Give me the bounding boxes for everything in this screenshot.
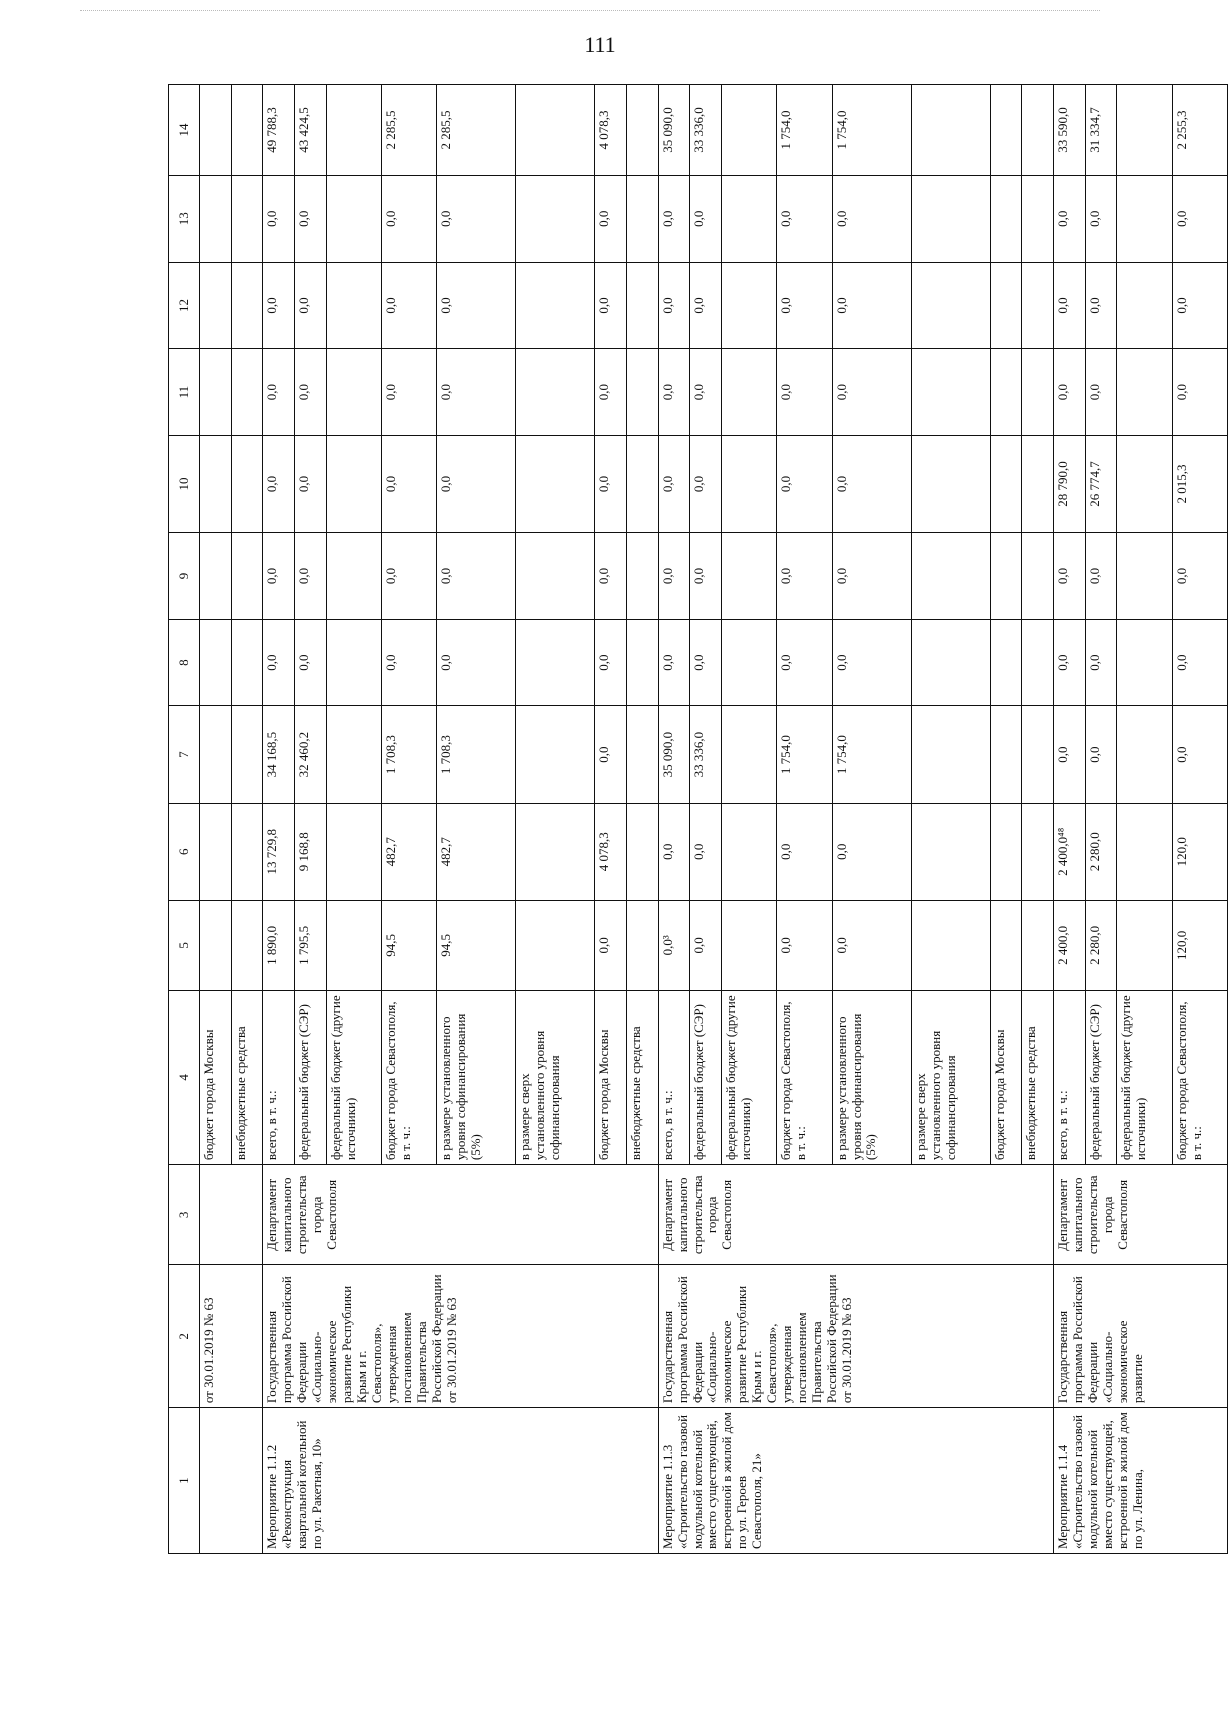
funding-source-cell: всего, в т. ч.: — [1053, 990, 1085, 1164]
value-cell: 0,0 — [1172, 349, 1227, 436]
value-cell: 0,0 — [595, 175, 627, 262]
value-cell — [200, 435, 232, 532]
value-cell: 0,0 — [832, 803, 911, 900]
value-cell: 0,0 — [381, 349, 436, 436]
value-cell — [721, 85, 776, 176]
value-cell: 0,0 — [1172, 175, 1227, 262]
executor-cell: Департамент капитального строительства города Севастополя — [263, 1165, 658, 1265]
value-cell — [231, 619, 263, 706]
column-number-12: 12 — [169, 262, 200, 349]
column-number-row — [169, 85, 200, 1554]
value-cell — [990, 619, 1022, 706]
value-cell — [200, 619, 232, 706]
value-cell — [326, 349, 381, 436]
value-cell: 0,0 — [832, 175, 911, 262]
column-number-6: 6 — [169, 803, 200, 900]
value-cell: 0,0 — [1085, 262, 1117, 349]
program-cell: от 30.01.2019 № 63 — [200, 1265, 263, 1408]
value-cell — [516, 706, 595, 803]
funding-source-cell: внебюджетные средства — [231, 990, 263, 1164]
value-cell: 0,0 — [1085, 175, 1117, 262]
value-cell: 94,5 — [437, 900, 516, 990]
value-cell: 1 754,0 — [777, 706, 832, 803]
value-cell — [231, 175, 263, 262]
value-cell — [516, 175, 595, 262]
value-cell: 0,0 — [777, 619, 832, 706]
value-cell: 1 754,0 — [832, 706, 911, 803]
value-cell: 0,0 — [658, 533, 690, 620]
value-cell: 0,0 — [777, 349, 832, 436]
value-cell: 0,0 — [658, 175, 690, 262]
value-cell: 1 795,5 — [294, 900, 326, 990]
funding-source-cell: всего, в т. ч.: — [658, 990, 690, 1164]
measure-name-cell: Мероприятие 1.1.4 «Строительство газовой модульной котельной вместо существующей, встроенной в жилой дом по ул. Ленина, — [1053, 1408, 1227, 1554]
value-cell — [626, 435, 658, 532]
value-cell: 0,0³ — [658, 900, 690, 990]
value-cell: 0,0 — [777, 435, 832, 532]
value-cell — [200, 533, 232, 620]
value-cell: 2 285,5 — [437, 85, 516, 176]
column-number-2: 2 — [169, 1265, 200, 1408]
value-cell: 33 336,0 — [690, 85, 722, 176]
value-cell — [1022, 533, 1054, 620]
value-cell — [200, 803, 232, 900]
value-cell: 0,0 — [1172, 706, 1227, 803]
value-cell: 0,0 — [437, 262, 516, 349]
value-cell: 26 774,7 — [1085, 435, 1117, 532]
value-cell: 0,0 — [1172, 533, 1227, 620]
value-cell — [200, 706, 232, 803]
value-cell: 0,0 — [595, 533, 627, 620]
value-cell — [721, 349, 776, 436]
value-cell: 2 280,0 — [1085, 900, 1117, 990]
funding-source-cell: федеральный бюджет (другие источники) — [326, 990, 381, 1164]
funding-source-cell: в размере сверх установленного уровня софинансирования — [911, 990, 990, 1164]
value-cell — [626, 262, 658, 349]
value-cell: 49 788,3 — [263, 85, 295, 176]
value-cell: 0,0 — [294, 533, 326, 620]
value-cell: 0,0 — [658, 349, 690, 436]
value-cell — [626, 349, 658, 436]
value-cell — [1117, 706, 1172, 803]
value-cell: 0,0 — [595, 619, 627, 706]
value-cell: 0,0 — [690, 619, 722, 706]
value-cell: 0,0 — [263, 619, 295, 706]
table-row — [200, 85, 232, 1554]
table-row — [658, 85, 690, 1554]
funding-source-cell: федеральный бюджет (СЭР) — [1085, 990, 1117, 1164]
value-cell: 482,7 — [437, 803, 516, 900]
value-cell: 0,0 — [381, 262, 436, 349]
value-cell — [231, 803, 263, 900]
value-cell: 28 790,0 — [1053, 435, 1085, 532]
value-cell — [990, 533, 1022, 620]
funding-source-cell: всего, в т. ч.: — [263, 990, 295, 1164]
value-cell — [1117, 900, 1172, 990]
value-cell: 0,0 — [381, 175, 436, 262]
value-cell — [911, 803, 990, 900]
value-cell: 94,5 — [381, 900, 436, 990]
value-cell: 0,0 — [595, 900, 627, 990]
value-cell: 0,0 — [595, 349, 627, 436]
table-row — [263, 85, 295, 1554]
value-cell — [516, 619, 595, 706]
value-cell — [326, 262, 381, 349]
column-number-10: 10 — [169, 435, 200, 532]
value-cell — [200, 85, 232, 176]
value-cell: 43 424,5 — [294, 85, 326, 176]
value-cell — [911, 349, 990, 436]
measure-name-cell: Мероприятие 1.1.2 «Реконструкция квартальной котельной по ул. Ракетная, 10» — [263, 1408, 658, 1554]
value-cell: 1 754,0 — [832, 85, 911, 176]
value-cell — [231, 900, 263, 990]
value-cell — [200, 262, 232, 349]
column-number-11: 11 — [169, 349, 200, 436]
value-cell: 0,0 — [263, 533, 295, 620]
value-cell — [1022, 85, 1054, 176]
value-cell: 0,0 — [595, 435, 627, 532]
funding-source-cell: федеральный бюджет (другие источники) — [721, 990, 776, 1164]
column-number-8: 8 — [169, 619, 200, 706]
funding-source-cell: федеральный бюджет (другие источники) — [1117, 990, 1172, 1164]
value-cell — [516, 85, 595, 176]
funding-source-cell: внебюджетные средства — [1022, 990, 1054, 1164]
measure-cell — [200, 1408, 263, 1554]
value-cell — [326, 435, 381, 532]
value-cell: 0,0 — [437, 435, 516, 532]
value-cell — [231, 435, 263, 532]
value-cell — [1022, 803, 1054, 900]
value-cell: 0,0 — [658, 619, 690, 706]
value-cell: 0,0 — [1053, 533, 1085, 620]
value-cell: 0,0 — [690, 175, 722, 262]
value-cell — [1022, 706, 1054, 803]
value-cell — [326, 619, 381, 706]
value-cell: 0,0 — [658, 803, 690, 900]
value-cell: 0,0 — [832, 349, 911, 436]
value-cell: 31 334,7 — [1085, 85, 1117, 176]
value-cell — [626, 85, 658, 176]
value-cell: 32 460,2 — [294, 706, 326, 803]
value-cell: 2 280,0 — [1085, 803, 1117, 900]
value-cell: 0,0 — [294, 262, 326, 349]
value-cell — [231, 706, 263, 803]
value-cell: 0,0 — [1053, 175, 1085, 262]
value-cell: 1 708,3 — [381, 706, 436, 803]
value-cell — [326, 803, 381, 900]
rotated-table-container — [168, 84, 1228, 1554]
value-cell — [721, 706, 776, 803]
funding-source-cell: бюджет города Москвы — [200, 990, 232, 1164]
value-cell — [200, 349, 232, 436]
value-cell — [626, 175, 658, 262]
value-cell — [911, 533, 990, 620]
value-cell: 0,0 — [690, 435, 722, 532]
value-cell — [326, 533, 381, 620]
value-cell — [1022, 619, 1054, 706]
value-cell — [1117, 262, 1172, 349]
value-cell: 33 590,0 — [1053, 85, 1085, 176]
value-cell: 0,0 — [437, 533, 516, 620]
column-number-7: 7 — [169, 706, 200, 803]
value-cell — [990, 803, 1022, 900]
value-cell — [911, 435, 990, 532]
value-cell: 0,0 — [832, 262, 911, 349]
value-cell: 0,0 — [832, 533, 911, 620]
value-cell: 0,0 — [1053, 349, 1085, 436]
funding-source-cell: федеральный бюджет (СЭР) — [690, 990, 722, 1164]
value-cell — [911, 619, 990, 706]
value-cell: 4 078,3 — [595, 803, 627, 900]
value-cell: 0,0 — [690, 900, 722, 990]
value-cell — [911, 900, 990, 990]
executor-cell: Департамент капитального строительства города Севастополя — [1053, 1165, 1227, 1265]
value-cell: 0,0 — [690, 803, 722, 900]
value-cell — [626, 619, 658, 706]
column-number-14: 14 — [169, 85, 200, 176]
budget-table — [168, 84, 1228, 1554]
value-cell: 0,0 — [777, 900, 832, 990]
value-cell: 1 890,0 — [263, 900, 295, 990]
funding-source-cell: в размере установленного уровня софинансирования (5%) — [437, 990, 516, 1164]
value-cell: 35 090,0 — [658, 706, 690, 803]
value-cell — [1117, 803, 1172, 900]
value-cell — [516, 803, 595, 900]
value-cell — [990, 435, 1022, 532]
funding-source-cell: бюджет города Москвы — [990, 990, 1022, 1164]
value-cell: 0,0 — [1085, 706, 1117, 803]
value-cell: 0,0 — [595, 706, 627, 803]
value-cell — [231, 85, 263, 176]
value-cell — [626, 706, 658, 803]
value-cell — [721, 533, 776, 620]
funding-source-cell: внебюджетные средства — [626, 990, 658, 1164]
rotated-table-wrapper — [168, 84, 1228, 1554]
value-cell — [911, 262, 990, 349]
value-cell: 0,0 — [1172, 262, 1227, 349]
value-cell — [231, 349, 263, 436]
value-cell: 0,0 — [294, 435, 326, 532]
value-cell — [326, 706, 381, 803]
value-cell: 482,7 — [381, 803, 436, 900]
value-cell — [516, 900, 595, 990]
value-cell — [1117, 435, 1172, 532]
value-cell: 2 015,3 — [1172, 435, 1227, 532]
value-cell: 0,0 — [1053, 262, 1085, 349]
value-cell — [326, 900, 381, 990]
column-number-13: 13 — [169, 175, 200, 262]
program-cell: Государственная программа Российской Федерации «Социально-экономическое развитие — [1053, 1265, 1227, 1408]
value-cell: 0,0 — [1053, 706, 1085, 803]
table-row — [1053, 85, 1085, 1554]
value-cell: 13 729,8 — [263, 803, 295, 900]
value-cell: 0,0 — [658, 435, 690, 532]
value-cell — [1022, 900, 1054, 990]
column-number-5: 5 — [169, 900, 200, 990]
page-number: 111 — [584, 32, 616, 57]
value-cell: 0,0 — [294, 349, 326, 436]
value-cell — [1117, 533, 1172, 620]
value-cell — [231, 262, 263, 349]
value-cell: 0,0 — [381, 435, 436, 532]
value-cell: 0,0 — [1085, 619, 1117, 706]
table-body — [200, 85, 1228, 1554]
value-cell — [1022, 262, 1054, 349]
value-cell: 0,0 — [690, 533, 722, 620]
value-cell: 0,0 — [263, 175, 295, 262]
value-cell: 0,0 — [1053, 619, 1085, 706]
value-cell — [721, 435, 776, 532]
value-cell: 9 168,8 — [294, 803, 326, 900]
funding-source-cell: бюджет города Москвы — [595, 990, 627, 1164]
column-number-3: 3 — [169, 1165, 200, 1265]
value-cell — [516, 533, 595, 620]
value-cell: 35 090,0 — [658, 85, 690, 176]
value-cell: 33 336,0 — [690, 706, 722, 803]
value-cell: 0,0 — [658, 262, 690, 349]
value-cell: 0,0 — [437, 619, 516, 706]
funding-source-cell: бюджет города Севастополя, в т. ч.: — [381, 990, 436, 1164]
measure-name-cell: Мероприятие 1.1.3 «Строительство газовой модульной котельной вместо существующей, встроенной в жилой дом по ул. Героев Севастополя, 21» — [658, 1408, 1053, 1554]
value-cell — [626, 803, 658, 900]
value-cell — [231, 533, 263, 620]
value-cell: 0,0 — [832, 435, 911, 532]
value-cell — [990, 85, 1022, 176]
funding-source-cell: бюджет города Севастополя, в т. ч.: — [1172, 990, 1227, 1164]
value-cell: 2 285,5 — [381, 85, 436, 176]
value-cell — [721, 262, 776, 349]
value-cell: 0,0 — [437, 349, 516, 436]
value-cell: 0,0 — [437, 175, 516, 262]
value-cell — [516, 262, 595, 349]
column-number-4: 4 — [169, 990, 200, 1164]
value-cell — [911, 85, 990, 176]
value-cell: 0,0 — [595, 262, 627, 349]
value-cell: 0,0 — [832, 900, 911, 990]
value-cell: 2 400,0 — [1053, 900, 1085, 990]
value-cell — [1022, 175, 1054, 262]
value-cell: 0,0 — [1085, 533, 1117, 620]
column-number-9: 9 — [169, 533, 200, 620]
executor-cell: Департамент капитального строительства города Севастополя — [658, 1165, 1053, 1265]
funding-source-cell: в размере установленного уровня софинансирования (5%) — [832, 990, 911, 1164]
value-cell — [516, 435, 595, 532]
value-cell: 0,0 — [381, 619, 436, 706]
value-cell: 0,0 — [294, 619, 326, 706]
value-cell — [326, 175, 381, 262]
value-cell — [516, 349, 595, 436]
value-cell: 0,0 — [690, 262, 722, 349]
value-cell: 1 708,3 — [437, 706, 516, 803]
value-cell — [1117, 349, 1172, 436]
funding-source-cell: в размере сверх установленного уровня софинансирования — [516, 990, 595, 1164]
funding-source-cell: бюджет города Севастополя, в т. ч.: — [777, 990, 832, 1164]
value-cell: 2 255,3 — [1172, 85, 1227, 176]
value-cell — [1022, 435, 1054, 532]
value-cell — [721, 900, 776, 990]
value-cell: 120,0 — [1172, 900, 1227, 990]
value-cell — [1117, 175, 1172, 262]
value-cell: 0,0 — [777, 175, 832, 262]
funding-source-cell: федеральный бюджет (СЭР) — [294, 990, 326, 1164]
value-cell — [990, 349, 1022, 436]
value-cell — [626, 533, 658, 620]
column-number-1: 1 — [169, 1408, 200, 1554]
value-cell: 0,0 — [832, 619, 911, 706]
value-cell — [721, 803, 776, 900]
scan-artifact-line — [80, 10, 1100, 12]
value-cell — [911, 706, 990, 803]
executor-cell — [200, 1165, 263, 1265]
program-cell: Государственная программа Российской Федерации «Социально-экономическое развитие Республики Крым и г. Севастополя», утвержденная постановлением Правительства Российской Федерации от 30.01.2019 № 63 — [263, 1265, 658, 1408]
value-cell: 0,0 — [1085, 349, 1117, 436]
value-cell: 0,0 — [263, 435, 295, 532]
value-cell: 0,0 — [777, 803, 832, 900]
value-cell — [990, 900, 1022, 990]
program-cell: Государственная программа Российской Федерации «Социально-экономическое развитие Республики Крым и г. Севастополя», утвержденная постановлением Правительства Российской Федерации от 30.01.2019 № 63 — [658, 1265, 1053, 1408]
value-cell — [1117, 619, 1172, 706]
value-cell: 0,0 — [1172, 619, 1227, 706]
value-cell — [200, 900, 232, 990]
value-cell — [911, 175, 990, 262]
value-cell — [990, 175, 1022, 262]
value-cell: 34 168,5 — [263, 706, 295, 803]
value-cell — [990, 262, 1022, 349]
value-cell — [721, 619, 776, 706]
value-cell: 4 078,3 — [595, 85, 627, 176]
value-cell: 2 400,0⁴⁸ — [1053, 803, 1085, 900]
value-cell: 0,0 — [777, 533, 832, 620]
value-cell — [326, 85, 381, 176]
value-cell — [990, 706, 1022, 803]
value-cell — [721, 175, 776, 262]
value-cell — [626, 900, 658, 990]
value-cell — [1117, 85, 1172, 176]
value-cell: 0,0 — [294, 175, 326, 262]
value-cell — [200, 175, 232, 262]
value-cell: 1 754,0 — [777, 85, 832, 176]
value-cell — [1022, 349, 1054, 436]
value-cell: 120,0 — [1172, 803, 1227, 900]
value-cell: 0,0 — [690, 349, 722, 436]
value-cell: 0,0 — [777, 262, 832, 349]
value-cell: 0,0 — [263, 262, 295, 349]
value-cell: 0,0 — [263, 349, 295, 436]
value-cell: 0,0 — [381, 533, 436, 620]
